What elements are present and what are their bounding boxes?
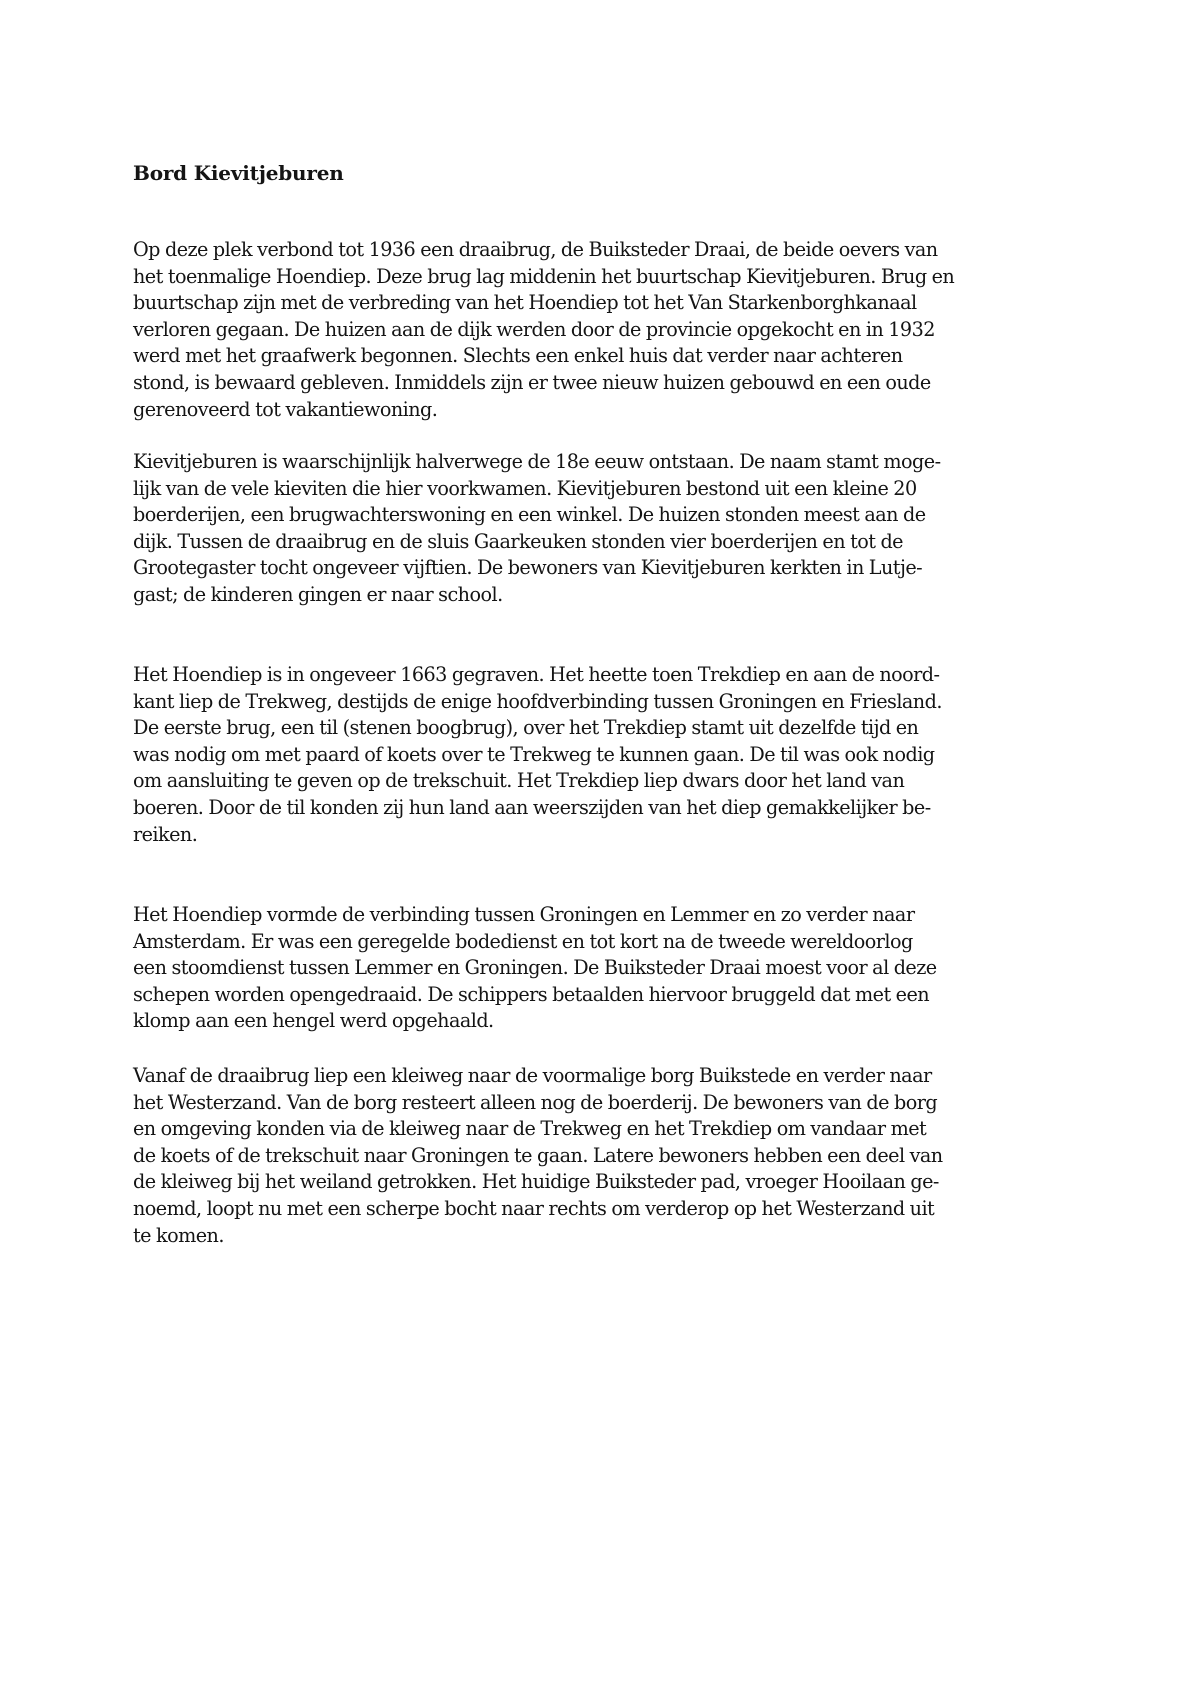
text-line: boeren. Door de til konden zij hun land aan weerszijden van het diep gemakkelijker be- xyxy=(133,795,931,819)
paragraph-brug-history xyxy=(133,237,954,423)
text-line: kant liep de Trekweg, destijds de enige hoofdverbinding tussen Groningen en Friesland. xyxy=(133,689,942,713)
text-line: lijk van de vele kieviten die hier voorkwamen. Kievitjeburen bestond uit een kleine 20 xyxy=(133,476,917,500)
text-line: om aansluiting te geven op de trekschuit. Het Trekdiep liep dwars door het land van xyxy=(133,769,905,793)
text-line: Vanaf de draaibrug liep een kleiweg naar de voormalige borg Buikstede en verder naar xyxy=(133,1064,932,1087)
text-line: De eerste brug, een til (stenen boogbrug), over het Trekdiep stamt uit dezelfde tijd en xyxy=(133,716,919,740)
paragraph-kleiweg xyxy=(133,1063,943,1249)
text-line: Amsterdam. Er was een geregelde bodedienst en tot kort na de tweede wereldoorlog xyxy=(133,929,913,953)
document-title: Bord Kievitjeburen xyxy=(133,161,344,185)
paragraph-shipping-route xyxy=(133,902,937,1035)
text-line: Het Hoendiep is in ongeveer 1663 gegraven. Het heette toen Trekdiep en aan de noord- xyxy=(133,663,940,686)
text-line: en omgeving konden via de kleiweg naar de Trekweg en het Trekdiep om vandaar met xyxy=(133,1117,927,1141)
text-line: reiken. xyxy=(133,822,198,846)
paragraph-kievitjeburen-origin xyxy=(133,449,941,609)
text-line: gast; de kinderen gingen er naar school. xyxy=(133,582,503,606)
text-line: de koets of de trekschuit naar Groningen te gaan. Latere bewoners hebben een deel van xyxy=(133,1143,943,1167)
text-line: dijk. Tussen de draaibrug en de sluis Gaarkeuken stonden vier boerderijen en tot de xyxy=(133,529,903,553)
text-line: te komen. xyxy=(133,1223,224,1247)
text-line: Op deze plek verbond tot 1936 een draaibrug, de Buiksteder Draai, de beide oevers van xyxy=(133,238,938,261)
text-line: boerderijen, een brugwachterswoning en een winkel. De huizen stonden meest aan de xyxy=(133,503,926,527)
text-line: was nodig om met paard of koets over te Trekweg te kunnen gaan. De til was ook nodig xyxy=(133,742,935,766)
text-line: de kleiweg bij het weiland getrokken. Het huidige Buiksteder pad, vroeger Hooilaan ge- xyxy=(133,1170,939,1194)
text-line: noemd, loopt nu met een scherpe bocht naar rechts om verderop op het Westerzand uit xyxy=(133,1196,935,1220)
text-line: schepen worden opengedraaid. De schippers betaalden hiervoor bruggeld dat met een xyxy=(133,982,930,1006)
text-line: Kievitjeburen is waarschijnlijk halverwege de 18e eeuw ontstaan. De naam stamt moge- xyxy=(133,450,941,473)
text-line: een stoomdienst tussen Lemmer en Groningen. De Buiksteder Draai moest voor al deze xyxy=(133,956,937,980)
text-line: werd met het graafwerk begonnen. Slechts een enkel huis dat verder naar achteren xyxy=(133,344,903,368)
text-line: verloren gegaan. De huizen aan de dijk werden door de provincie opgekocht en in 1932 xyxy=(133,317,935,341)
text-line: Het Hoendiep vormde de verbinding tussen Groningen en Lemmer en zo verder naar xyxy=(133,903,915,926)
text-line: stond, is bewaard gebleven. Inmiddels zijn er twee nieuw huizen gebouwd en een oude xyxy=(133,370,931,394)
text-line: klomp aan een hengel werd opgehaald. xyxy=(133,1009,494,1033)
text-line: Grootegaster tocht ongeveer vijftien. De bewoners van Kievitjeburen kerkten in Lutje- xyxy=(133,556,923,580)
text-line: het Westerzand. Van de borg resteert alleen nog de boerderij. De bewoners van de borg xyxy=(133,1090,938,1114)
text-line: buurtschap zijn met de verbreding van het Hoendiep tot het Van Starkenborghkanaal xyxy=(133,291,917,315)
paragraph-hoendiep-history xyxy=(133,662,942,848)
text-line: het toenmalige Hoendiep. Deze brug lag middenin het buurtschap Kievitjeburen. Brug en xyxy=(133,264,955,288)
text-line: gerenoveerd tot vakantiewoning. xyxy=(133,397,438,421)
